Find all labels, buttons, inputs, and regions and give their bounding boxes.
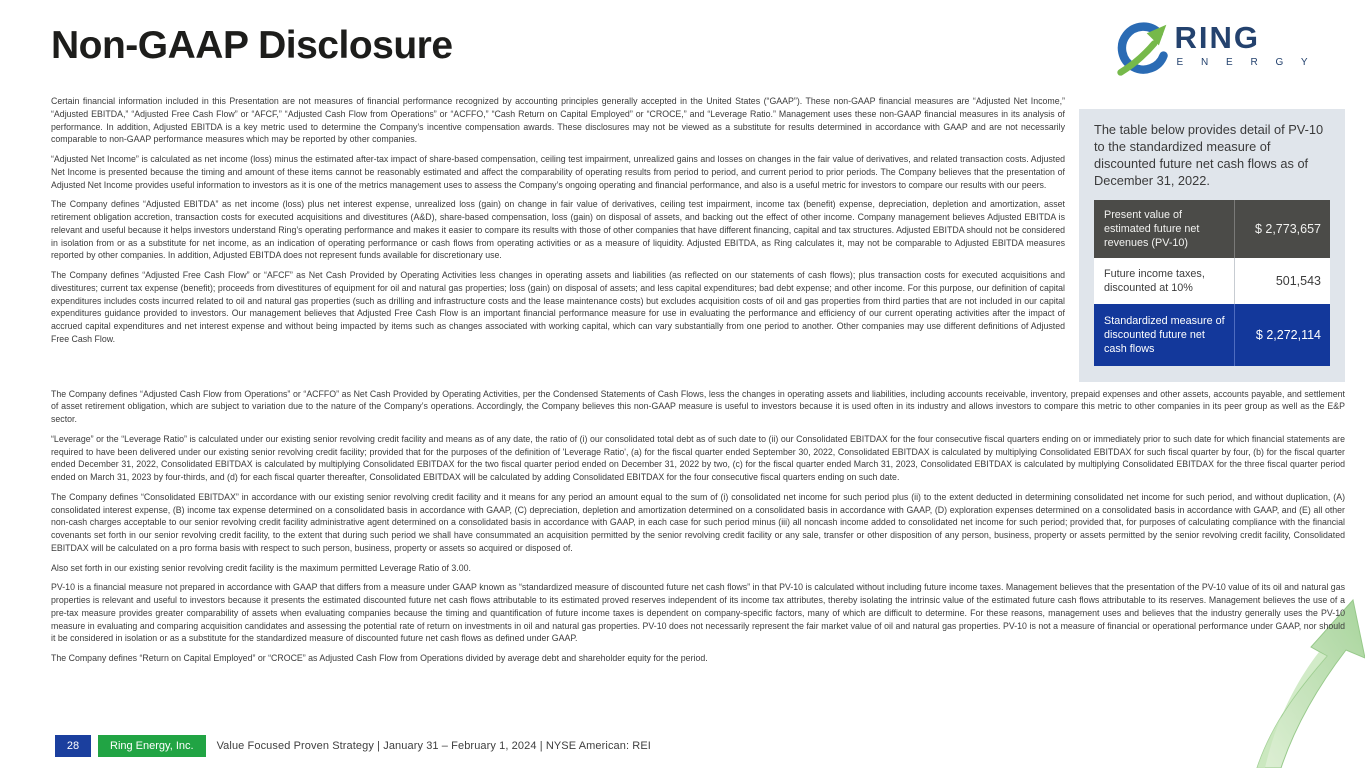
page-number-badge: 28 (55, 735, 91, 757)
page-title: Non-GAAP Disclosure (51, 24, 453, 67)
row-value: 501,543 (1234, 258, 1330, 304)
ring-energy-logo (1115, 22, 1315, 78)
paragraph-adjusted-ebitda: The Company defines “Adjusted EBITDA” as net income (loss) plus net interest expense, unrealized loss (gain) on change in fair value of derivatives, ceiling test impairment, income tax (benefit) expense, depreciation, depletion and amortization, asset retirement obligation accretion, transaction costs for executed acquisitions and divestitures (A&D), share-based compensation, loss (gain) on disposal of assets, and backing out the effect of other income. Company management believes Adjusted EBITDA is relevant and useful because it helps investors understand Ring’s operating performance and makes it easier to compare its results with those of other companies that have different financing, capital and tax structures. Adjusted EBITDA should not be considered in isolation from or as a substitute for net income, as an indication of operating performance or cash flows from operating activities or as a measure of liquidity. Adjusted EBITDA, as Ring calculates it, may not be comparable to Adjusted EBITDA measures reported by other companies. In addition, Adjusted EBITDA does not represent funds available for discretionary use. (51, 199, 1065, 261)
paragraph-adjusted-net-income: “Adjusted Net Income” is calculated as net income (loss) minus the estimated after-tax impact of share-based compensation, ceiling test impairment, unrealized gains and losses on changes in the fair value of derivatives, and related transaction costs. Adjusted Net Income is presented because the timing and amount of these items cannot be reasonably estimated and affect the comparability of operating results from period to period, and current period to prior periods. The Company believes that the presentation of Adjusted Net Income provides useful information to investors as it is one of the metrics management uses to assess the Company’s ongoing operating and financial performance, and also is a useful metric for investors to compare our results with our peers. (51, 154, 1065, 190)
paragraph-leverage-ratio: “Leverage” or the “Leverage Ratio” is calculated under our existing senior revolving credit facility and means as of any date, the ratio of (i) our consolidated total debt as of such date to (ii) our Consolidated EBITDAX for the four consecutive fiscal quarters ending on or immediately prior to such date for which financial statements are required to have been delivered under our existing senior revolving credit facility; provided that for the purposes of the definition of 'Leverage Ratio', (a) for the fiscal quarter ended September 30, 2022, Consolidated EBITDAX is calculated by multiplying Consolidated EBITDAX for such fiscal quarter by four, (b) for the fiscal quarter ended December 31, 2022, Consolidated EBITDAX is calculated by multiplying Consolidated EBITDAX for the two fiscal quarter period ended on December 31, 2022 by two, (c) for the fiscal quarter ended March 31, 2023, Consolidated EBITDAX is calculated by multiplying Consolidated EBITDAX for the three fiscal quarter period ended on March 31, 2023 by four-thirds, and (d) for each fiscal quarter thereafter, Consolidated EBITDAX will be calculated by adding Consolidated EBITDAX for the four consecutive fiscal quarters ending on such date. (51, 433, 1345, 483)
pv10-sidebar-panel (1079, 109, 1345, 382)
paragraph-gaap-intro: Certain financial information included in this Presentation are not measures of financial performance recognized by accounting principles generally accepted in the United States (“GAAP”). These non-GAAP financial measures are “Adjusted Net Income,” “Adjusted EBITDA,” “Adjusted Free Cash Flow” or “AFCF,” “Adjusted Cash Flow from Operations” or “ACFFO,” “Cash Return on Capital Employed” or “CROCE,” and “Leverage Ratio.” Management uses these non-GAAP financial measures in its analysis of performance. In addition, Adjusted EBITDA is a key metric used to determine the Company’s incentive compensation awards. These disclosures may not be viewed as a substitute for results determined in accordance with GAAP and are not necessarily comparable to non-GAAP performance measures which may be reported by other companies. (51, 96, 1065, 145)
paragraph-pv10: PV-10 is a financial measure not prepared in accordance with GAAP that differs from a measure under GAAP known as “standardized measure of discounted future net cash flows” in that PV-10 is calculated without including future income taxes. Management believes that the presentation of the PV-10 value of its oil and natural gas properties is relevant and useful to investors because it presents the estimated discounted future net cash flows attributable to its estimated proved reserves independent of its income tax attributes, thereby isolating the intrinsic value of the estimated future cash flows attributable to its reserves. Management believes the use of a pre-tax measure provides greater comparability of assets when evaluating companies because the timing and quantification of future income taxes is dependent on company-specific factors, many of which are difficult to determine. For these reasons, management uses and believes that the industry generally uses the PV-10 measure in evaluating and comparing acquisition candidates and assessing the potential rate of return on investments in oil and natural gas properties. PV-10 does not necessarily represent the fair market value of oil and natural gas properties. PV-10 is not a measure of financial or operational performance under GAAP, nor should it be considered in isolation or as a substitute for the standardized measure of discounted future net cash flows as defined under GAAP. (51, 582, 1345, 644)
paragraph-acffo: The Company defines “Adjusted Cash Flow from Operations” or “ACFFO” as Net Cash Provided by Operating Activities, per the Condensed Statements of Cash Flows, less the changes in operating assets and liabilities, including accounts receivable, inventory, prepaid expenses and other assets, accounts payable, and settlement of asset retirement obligation, which are subject to variation due to the nature of the Company’s operations. Accordingly, the Company believes this non-GAAP measure is useful to investors because it is used often in its industry and allows investors to compare this metric to other companies in its peer group as well as the E&P sector. (51, 388, 1345, 425)
bottom-section (51, 388, 1345, 665)
header (51, 0, 1345, 78)
row-value: $ 2,773,657 (1234, 200, 1330, 258)
disclosure-text-column (51, 95, 1065, 382)
paragraph-croce: The Company defines “Return on Capital Employed” or “CROCE” as Adjusted Cash Flow from Operations divided by average debt and shareholder equity for the period. (51, 653, 708, 664)
row-label: Future income taxes, discounted at 10% (1104, 267, 1205, 294)
top-section (51, 95, 1345, 382)
ring-logo-mark-icon (1115, 22, 1171, 78)
table-row-pv10 (1094, 200, 1330, 258)
row-value: $ 2,272,114 (1234, 304, 1330, 366)
logo-subtitle: E N E R G Y (1176, 57, 1315, 68)
row-label: Standardized measure of discounted future net cash flows (1104, 314, 1225, 355)
footer-tagline: Value Focused Proven Strategy | January 31 – February 1, 2024 | NYSE American: REI (216, 740, 651, 752)
paragraph-max-leverage: Also set forth in our existing senior revolving credit facility is the maximum permitted Leverage Ratio of 3.00. (51, 562, 471, 573)
table-row-future-income-taxes (1094, 258, 1330, 304)
footer (55, 735, 651, 757)
company-badge: Ring Energy, Inc. (98, 735, 206, 757)
paragraph-adjusted-free-cash-flow: The Company defines “Adjusted Free Cash Flow” or “AFCF” as Net Cash Provided by Operating Activities less changes in operating assets and liabilities (as reflected on our statements of cash flows); plus transaction costs for executed acquisitions and divestitures; current tax expense (benefit); proceeds from divestitures of equipment for oil and natural gas properties; loss (gain) on disposal of assets; and less capital expenditures; bad debt expense; and other income. For this purpose, our definition of capital expenditures includes costs incurred related to oil and natural gas properties (such as drilling and infrastructure costs and the lease maintenance costs) but excludes acquisition costs of oil and gas properties from third parties that are not included in our capital expenditures guidance provided to investors. Our management believes that Adjusted Free Cash Flow is an important financial performance measure for use in evaluating the performance and efficiency of our current operating activities after the impact of accrued capital expenditures and net interest expense and without being impacted by items such as changes associated with working capital, which can vary substantially from one period to another. Other companies may use different definitions of Adjusted Free Cash Flow. (51, 270, 1065, 344)
paragraph-consolidated-ebitdax: The Company defines “Consolidated EBITDAX” in accordance with our existing senior revolving credit facility and it means for any period an amount equal to the sum of (i) consolidated net income for such period plus (ii) to the extent deducted in determining consolidated net income for such period, and without duplication, (A) consolidated interest expense, (B) income tax expense determined on a consolidated basis in accordance with GAAP, (C) depreciation, depletion and amortization determined on a consolidated basis in accordance with GAAP, (D) exploration expenses determined on a consolidated basis in accordance with GAAP, and (E) all other non-cash charges acceptable to our senior revolving credit facility administrative agent determined on a consolidated basis in accordance with GAAP, in each case for such period minus (iii) all noncash income added to consolidated net income for such period; provided that, for purposes of calculating compliance with the financial covenants set forth in our senior revolving credit facility, to the extent that during such period we shall have consummated an acquisition permitted by the senior revolving credit facility or any sale, transfer or other disposition of any person, business, property or assets permitted by the senior revolving credit facility, Consolidated EBITDAX will be calculated on a pro forma basis with respect to such person, business, property or assets so acquired or disposed of. (51, 491, 1345, 553)
pv10-table-caption: The table below provides detail of PV-10 to the standardized measure of discounted future net cash flows as of December 31, 2022. (1094, 122, 1324, 188)
logo-text (1175, 22, 1315, 68)
row-label: Present value of estimated future net revenues (PV-10) (1104, 208, 1200, 249)
table-row-standardized-measure (1094, 304, 1330, 366)
pv10-table (1094, 200, 1330, 366)
logo-wordmark: RING (1174, 20, 1261, 55)
